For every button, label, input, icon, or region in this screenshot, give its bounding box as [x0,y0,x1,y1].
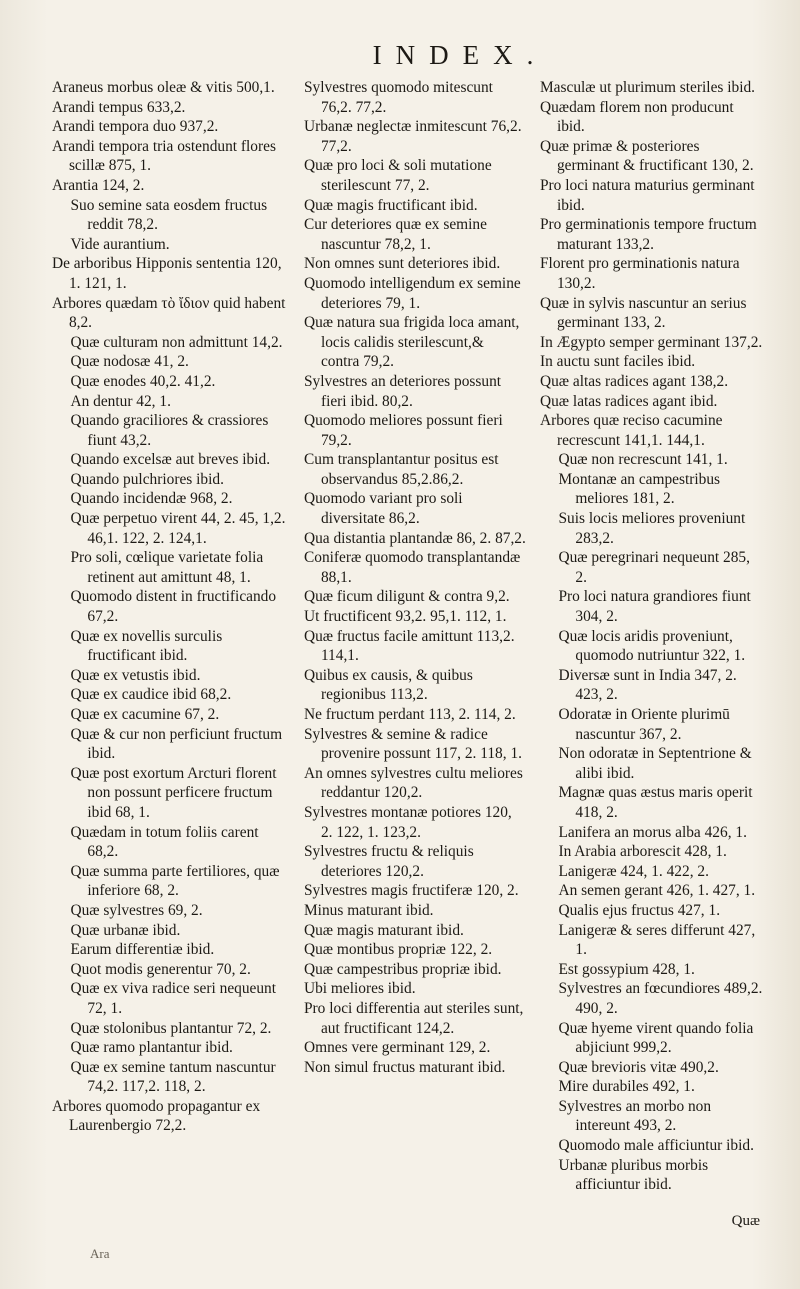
index-entry: Suo semine sata eosdem fructus reddit 78,2. [70,196,268,234]
index-entry: Quædam in totum foliis carent 68,2. [70,823,259,861]
index-entry: Pro germinationis tempore fructum maturant 133,2. [540,216,757,253]
index-entry: An semen gerant 426, 1. 427, 1. [558,882,756,900]
index-entry: Vide aurantium. [70,235,170,253]
index-entry: Urbanæ neglectæ inmitescunt 76,2. 77,2. [304,118,522,155]
index-entry: Earum differentiæ ibid. [70,941,215,959]
index-entry: Arandi tempora tria ostendunt flores scillæ 875, 1. [52,137,276,175]
index-entry: De arboribus Hipponis sententia 120, 1. 121, 1. [52,255,282,292]
index-entry: Quæ ficum diligunt & contra 9,2. [304,588,510,606]
index-entry: Arandi tempus 633,2. [52,98,186,116]
index-entry: Quæ stolonibus plantantur 72, 2. [70,1019,272,1037]
index-column-3 [540,78,764,1195]
index-entry: Pro loci differentia aut steriles sunt, aut fructificant 124,2. [304,999,524,1037]
index-entry: Diversæ sunt in India 347, 2. 423, 2. [558,666,737,704]
index-entry: Quæ fructus facile amittunt 113,2. 114,1. [304,627,515,665]
index-entry: Quibus ex causis, & quibus regionibus 113,2. [304,666,473,704]
index-entry: Quæ non recrescunt 141, 1. [558,451,728,469]
index-entry: Sylvestres montanæ potiores 120, 2. 122, 1. 123,2. [304,803,512,841]
index-entry: Quæ magis fructificant ibid. [304,196,478,214]
index-entry: Cur deteriores quæ ex semine nascuntur 78,2, 1. [304,216,487,253]
index-entry: An dentur 42, 1. [70,392,171,410]
index-entry: Quæ brevioris vitæ 490,2. [558,1058,719,1076]
index-entry: Quæ locis aridis proveniunt, quomodo nutriuntur 322, 1. [558,627,746,665]
index-entry: Quæ ramo plantantur ibid. [70,1039,233,1057]
index-entry: Quæ hyeme virent quando folia abjiciunt 999,2. [558,1019,754,1057]
index-entry: Masculæ ut plurimum steriles ibid. [540,79,756,96]
index-entry: Quæ sylvestres 69, 2. [70,901,203,919]
index-entry: Sylvestres & semine & radice provenire possunt 117, 2. 118, 1. [304,725,522,763]
index-entry: Arantia 124, 2. [52,176,145,194]
index-entry: Quæ in sylvis nascuntur an serius germinant 133, 2. [540,294,747,332]
index-column-1 [52,78,290,1195]
index-entry: Suis locis meliores proveniunt 283,2. [558,510,746,547]
index-entry: Pro loci natura maturius germinant ibid. [540,176,755,214]
index-entry: Quando pulchriores ibid. [70,470,224,488]
index-entry: In Arabia arborescit 428, 1. [558,843,727,861]
index-entry: An omnes sylvestres cultu meliores reddantur 120,2. [304,764,523,802]
index-entry: Quæ primæ & posteriores germinant & fructificant 130, 2. [540,137,754,175]
index-entry: Pro loci natura grandiores fiunt 304, 2. [558,588,751,626]
index-entry: Quæ altas radices agant 138,2. [540,372,729,390]
index-entry: Quomodo meliores possunt fieri 79,2. [304,412,503,449]
index-entry: Quæ ex novellis surculis fructificant ibid. [70,627,223,665]
index-entry: Quædam florem non producunt ibid. [540,98,734,136]
index-entry: In Ægypto semper germinant 137,2. [540,333,763,351]
index-entry: Lanigeræ 424, 1. 422, 2. [558,862,709,880]
index-entry: Quæ nodosæ 41, 2. [70,353,189,371]
index-entry: Sylvestres magis fructiferæ 120, 2. [304,882,519,900]
index-entry: Qua distantia plantandæ 86, 2. 87,2. [304,529,526,547]
index-entry: Est gossypium 428, 1. [558,960,695,978]
index-entry: Magnæ quas æstus maris operit 418, 2. [558,784,753,821]
index-entry: Arbores quædam τὸ ἴδιον quid habent 8,2. [52,294,286,332]
index-entry: Quomodo variant pro soli diversitate 86,2. [304,490,463,528]
index-entry: Montanæ an campestribus meliores 181, 2. [558,470,721,508]
index-entry: Minus maturant ibid. [304,901,434,919]
index-entry: Quæ perpetuo virent 44, 2. 45, 1,2. 46,1. 122, 2. 124,1. [70,510,286,547]
signature-mark: Ara [90,1246,110,1261]
index-columns [52,78,770,1195]
index-entry: Mire durabiles 492, 1. [558,1078,695,1096]
index-entry: Quomodo distent in fructificando 67,2. [70,588,277,626]
index-entry: Quæ latas radices agant ibid. [540,392,718,410]
index-entry: Arandi tempora duo 937,2. [52,118,219,136]
index-entry: Quæ ex vetustis ibid. [70,666,201,684]
index-entry: Ne fructum perdant 113, 2. 114, 2. [304,706,516,723]
index-entry: In auctu sunt faciles ibid. [540,353,696,371]
index-entry: Omnes vere germinant 129, 2. [304,1039,491,1057]
index-entry: Quæ ex cacumine 67, 2. [70,706,220,723]
catchword: Quæ [731,1213,760,1229]
index-entry: Lanigeræ & seres differunt 427, 1. [558,921,756,959]
index-entry: Pro soli, cœlique varietate folia retinent aut amittunt 48, 1. [70,549,264,586]
index-entry: Quando graciliores & crassiores fiunt 43,2. [70,412,269,449]
index-entry: Quæ natura sua frigida loca amant, locis calidis sterilescunt,& contra 79,2. [304,314,520,371]
index-entry: Quæ ex viva radice seri nequeunt 72, 1. [70,980,277,1017]
index-entry: Quæ summa parte fertiliores, quæ inferiore 68, 2. [70,862,280,900]
index-entry: Cum transplantantur positus est observandus 85,2.86,2. [304,451,499,488]
index-entry: Odoratæ in Oriente plurimū nascuntur 367, 2. [558,706,730,743]
index-entry: Quæ pro loci & soli mutatione sterilescunt 77, 2. [304,157,492,194]
index-entry: Qualis ejus fructus 427, 1. [558,901,721,919]
index-entry: Quando excelsæ aut breves ibid. [70,451,271,469]
index-entry: Florent pro germinationis natura 130,2. [540,255,740,292]
index-entry: Quomodo intelligendum ex semine deteriores 79, 1. [304,274,521,312]
index-entry: Coniferæ quomodo transplantandæ 88,1. [304,549,521,586]
index-column-2 [304,78,526,1195]
index-entry: Arbores quæ reciso cacumine recrescunt 141,1. 144,1. [540,412,723,449]
index-entry: Quæ montibus propriæ 122, 2. [304,941,493,959]
index-entry: Sylvestres an deteriores possunt fieri ibid. 80,2. [304,372,502,410]
index-entry: Ut fructificent 93,2. 95,1. 112, 1. [304,608,507,626]
index-entry: Quæ & cur non perficiunt fructum ibid. [70,725,283,763]
index-entry: Sylvestres quomodo mitescunt 76,2. 77,2. [304,79,493,116]
index-entry: Non simul fructus maturant ibid. [304,1058,506,1076]
index-entry: Sylvestres an fœcundiores 489,2. 490, 2. [558,980,763,1017]
index-entry: Non odoratæ in Septentrione & alibi ibid. [558,745,752,782]
index-entry: Urbanæ pluribus morbis afficiuntur ibid. [558,1156,709,1194]
page-title: INDEX. [372,40,548,70]
index-entry: Sylvestres fructu & reliquis deteriores 120,2. [304,843,474,880]
index-entry: Lanifera an morus alba 426, 1. [558,823,747,841]
index-entry: Quot modis generentur 70, 2. [70,960,251,978]
index-entry: Quæ ex caudice ibid 68,2. [70,686,232,704]
index-entry: Quæ enodes 40,2. 41,2. [70,372,216,390]
index-entry: Sylvestres an morbo non intereunt 493, 2. [558,1097,712,1135]
index-entry: Quæ magis maturant ibid. [304,921,464,939]
index-entry: Quæ urbanæ ibid. [70,921,181,939]
index-entry: Quando incidendæ 968, 2. [70,490,233,508]
index-entry: Quæ post exortum Arcturi florent non possunt perficere fructum ibid 68, 1. [70,764,277,821]
index-entry: Ubi meliores ibid. [304,980,416,998]
index-entry: Araneus morbus oleæ & vitis 500,1. [52,79,275,96]
index-entry: Arbores quomodo propagantur ex Laurenbergio 72,2. [52,1097,261,1135]
index-entry: Quæ peregrinari nequeunt 285, 2. [558,549,750,586]
index-entry: Quomodo male afficiuntur ibid. [558,1137,754,1155]
index-entry: Quæ ex semine tantum nascuntur 74,2. 117,2. 118, 2. [70,1058,276,1096]
index-entry: Non omnes sunt deteriores ibid. [304,255,501,273]
index-entry: Quæ culturam non admittunt 14,2. [70,333,283,351]
index-entry: Quæ campestribus propriæ ibid. [304,960,502,978]
